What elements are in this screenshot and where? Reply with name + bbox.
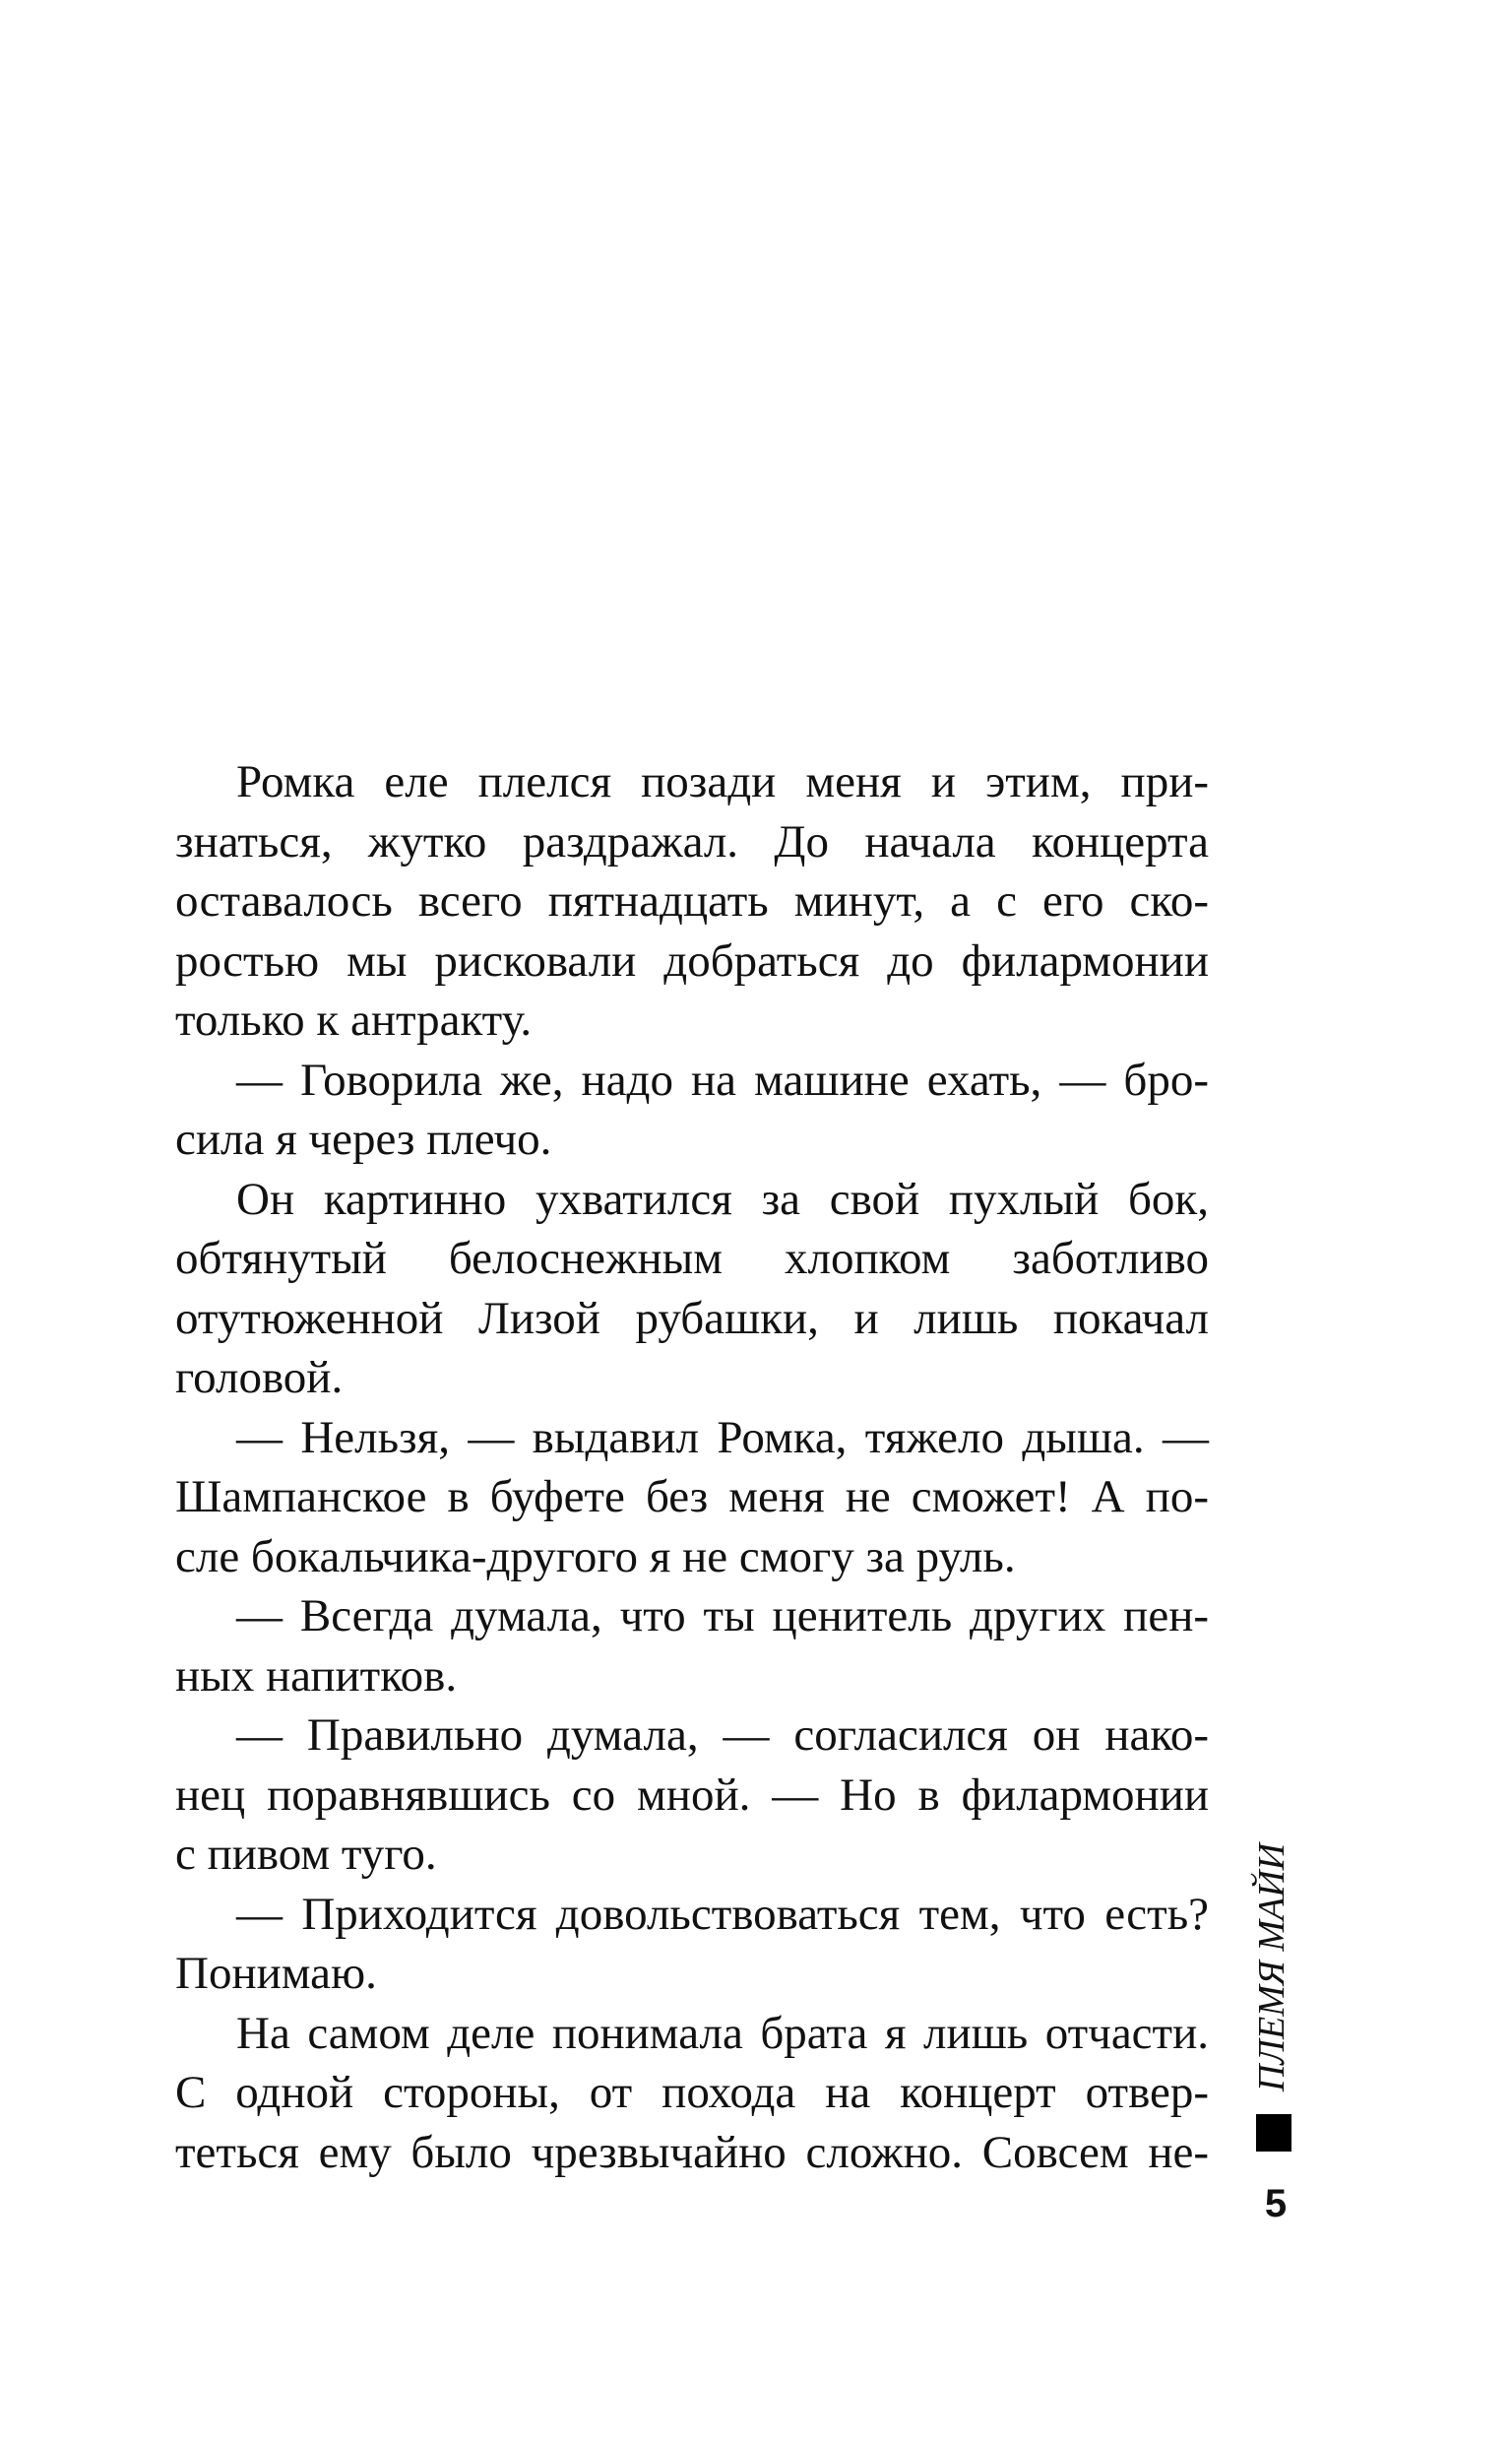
text-line: — Всегда думала, что ты ценитель других пен- [236, 1590, 1209, 1641]
text-line: головой. [175, 1352, 344, 1403]
running-title-text: ПЛЕМЯ МАЙИ [1251, 1842, 1292, 2092]
text-line: С одной стороны, от похода на концерт отвер- [175, 2067, 1209, 2118]
body-text [175, 752, 1209, 2182]
page-number: 5 [1264, 2182, 1288, 2225]
text-line: теться ему было чрезвычайно сложно. Совсем не- [175, 2126, 1209, 2178]
text-line: сила я через плечо. [175, 1114, 552, 1165]
text-line: — Правильно думала, — согласился он нако- [236, 1709, 1209, 1761]
text-line: Ромка еле плелся позади меня и этим, при- [236, 756, 1209, 807]
text-line: — Говорила же, надо на машине ехать, — бро- [236, 1054, 1209, 1106]
text-line: На самом деле понимала брата я лишь отчасти. [236, 2007, 1209, 2059]
text-line: с пивом туго. [175, 1829, 437, 1880]
section-marker-square [1256, 2114, 1292, 2152]
text-line: сле бокальчика-другого я не смогу за руль. [175, 1530, 1016, 1582]
text-line: знаться, жутко раздражал. До начала концерта [175, 815, 1209, 868]
text-line: оставалось всего пятнадцать минут, а с его ско- [175, 875, 1209, 927]
text-line: ростью мы рисковали добраться до филармонии [175, 934, 1209, 987]
text-line: Шампанское в буфете без меня не сможет! А по- [175, 1471, 1209, 1522]
running-title [1252, 1824, 1292, 2111]
text-line: только к антракту. [175, 995, 533, 1046]
text-line: обтянутый белоснежным хлопком заботливо [175, 1233, 1209, 1284]
text-line: — Нельзя, — выдавил Ромка, тяжело дыша. — [236, 1411, 1209, 1463]
text-line: — Приходится довольствоваться тем, что есть? [236, 1888, 1209, 1940]
text-line: Понимаю. [175, 1948, 377, 1999]
text-line: Он картинно ухватился за свой пухлый бок, [236, 1173, 1209, 1225]
text-line: нец поравнявшись со мной. — Но в филармонии [175, 1768, 1209, 1821]
text-line: ных напитков. [175, 1649, 458, 1702]
text-line: отутюженной Лизой рубашки, и лишь покачал [175, 1292, 1209, 1344]
